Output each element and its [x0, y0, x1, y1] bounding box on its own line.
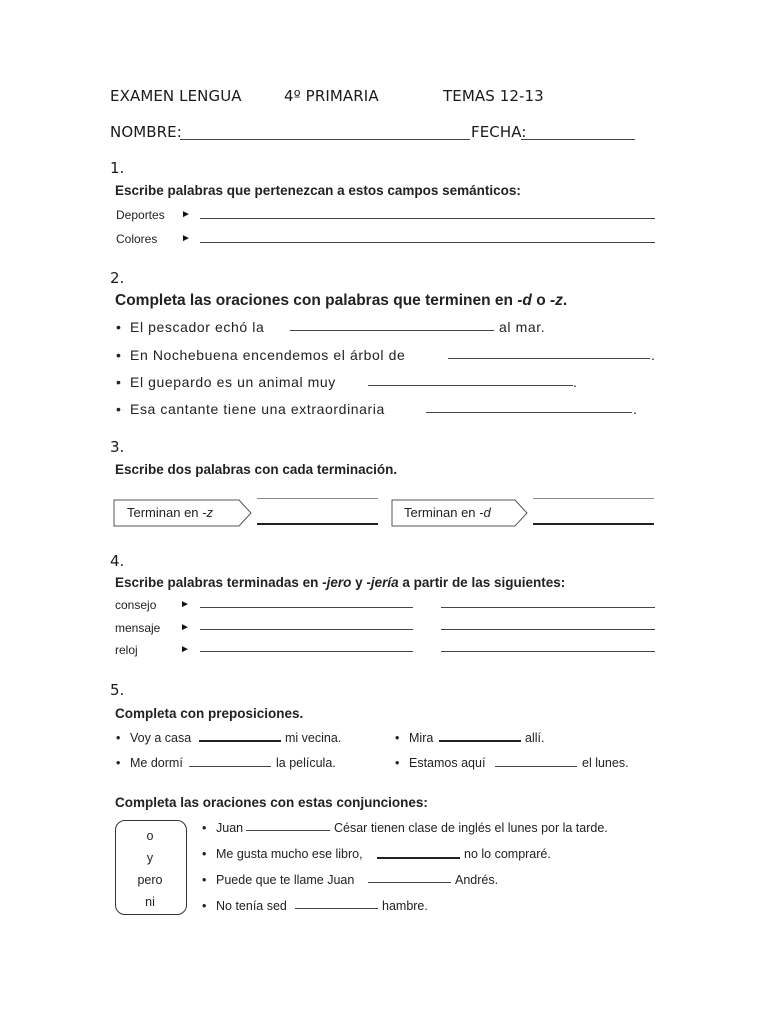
- question-2-number: 2.: [110, 269, 125, 287]
- q5-sentence-end: no lo compraré.: [464, 847, 551, 861]
- conjunction-word: pero: [137, 873, 163, 887]
- q2-sentence-end: .: [573, 374, 578, 390]
- q5-prep-sentence: • Me dormí: [116, 756, 183, 770]
- ending-d-label: Terminan en -d: [404, 505, 491, 520]
- q5-conj-sentence: • Puede que te llame Juan: [202, 873, 355, 887]
- grade-label: 4º PRIMARIA: [284, 87, 379, 105]
- q4-answer-line[interactable]: [200, 629, 413, 630]
- q5-answer-line[interactable]: [439, 740, 521, 742]
- q5-sentence-end: César tienen clase de inglés el lunes por la tarde.: [334, 821, 608, 835]
- q4-item-label: reloj: [115, 643, 138, 657]
- q5-answer-line[interactable]: [246, 830, 330, 831]
- q5-prep-sentence: • Mira: [395, 731, 434, 745]
- name-field-line[interactable]: [180, 139, 470, 140]
- q2-sentence-end: al mar.: [499, 319, 546, 335]
- q2-sentence: • En Nochebuena encendemos el árbol de: [116, 347, 406, 363]
- question-1-instruction: Escribe palabras que pertenezcan a estos campos semánticos:: [115, 183, 521, 198]
- question-1-number: 1.: [110, 159, 125, 177]
- q5-conj-sentence: • Juan: [202, 821, 244, 835]
- bullet: •: [395, 756, 400, 770]
- bullet: •: [202, 873, 207, 887]
- bullet: •: [202, 847, 207, 861]
- q5-sentence-end: la película.: [276, 756, 336, 770]
- q5-prep-sentence: • Voy a casa: [116, 731, 192, 745]
- q5-sentence-end: mi vecina.: [285, 731, 342, 745]
- q2-sentence: • El pescador echó la: [116, 319, 265, 335]
- arrow-right-icon: ►: [180, 622, 190, 633]
- q3-answer-line[interactable]: [257, 498, 378, 499]
- name-label: NOMBRE:: [110, 123, 182, 141]
- q2-answer-line[interactable]: [448, 358, 650, 359]
- bullet: •: [116, 319, 122, 335]
- q4-item-label: consejo: [115, 598, 157, 612]
- arrow-right-icon: ►: [180, 644, 190, 655]
- conjunction-word: o: [146, 829, 154, 843]
- q5-answer-line[interactable]: [189, 766, 271, 767]
- q4-answer-line[interactable]: [200, 651, 413, 652]
- q5-answer-line[interactable]: [495, 766, 577, 767]
- q2-sentence-end: .: [651, 347, 656, 363]
- q5-sentence-end: el lunes.: [582, 756, 629, 770]
- q2-sentence-end: .: [633, 401, 638, 417]
- q4-answer-line[interactable]: [441, 607, 655, 608]
- bullet: •: [395, 731, 400, 745]
- question-4-number: 4.: [110, 552, 125, 570]
- exam-title: EXAMEN LENGUA: [110, 87, 242, 105]
- q5-answer-line[interactable]: [199, 740, 281, 742]
- q5-answer-line[interactable]: [377, 857, 460, 859]
- q2-sentence: • Esa cantante tiene una extraordinaria: [116, 401, 385, 417]
- q2-answer-line[interactable]: [426, 412, 632, 413]
- bullet: •: [202, 899, 207, 913]
- arrow-right-icon: ►: [181, 209, 191, 220]
- bullet: •: [116, 401, 122, 417]
- q1-item-label: Deportes: [116, 208, 165, 222]
- q2-sentence: • El guepardo es un animal muy: [116, 374, 336, 390]
- q3-answer-line[interactable]: [533, 498, 654, 499]
- q5-conj-sentence: • No tenía sed: [202, 899, 287, 913]
- date-label: FECHA:: [471, 123, 527, 141]
- q3-answer-line[interactable]: [533, 523, 654, 525]
- question-5-instruction-prepositions: Completa con preposiciones.: [115, 706, 304, 721]
- q5-answer-line[interactable]: [368, 882, 451, 883]
- conjunction-word: y: [146, 851, 154, 865]
- q4-item-label: mensaje: [115, 621, 161, 635]
- q4-answer-line[interactable]: [200, 607, 413, 608]
- question-3-instruction: Escribe dos palabras con cada terminación.: [115, 462, 398, 477]
- bullet: •: [116, 756, 121, 770]
- bullet: •: [116, 731, 121, 745]
- topics-label: TEMAS 12-13: [443, 87, 544, 105]
- question-4-instruction: Escribe palabras terminadas en -jero y -jería a partir de las siguientes:: [115, 575, 566, 590]
- q1-item-label: Colores: [116, 232, 158, 246]
- q5-answer-line[interactable]: [295, 908, 378, 909]
- q4-answer-line[interactable]: [441, 651, 655, 652]
- date-field-line[interactable]: [521, 139, 635, 140]
- q5-sentence-end: hambre.: [382, 899, 428, 913]
- question-5-instruction-conjunctions: Completa las oraciones con estas conjunciones:: [115, 795, 428, 810]
- arrow-right-icon: ►: [180, 599, 190, 610]
- question-5-number: 5.: [110, 681, 125, 699]
- q1-answer-line[interactable]: [200, 242, 655, 243]
- question-3-number: 3.: [110, 438, 125, 456]
- q2-answer-line[interactable]: [290, 330, 494, 331]
- bullet: •: [202, 821, 207, 835]
- q1-answer-line[interactable]: [200, 218, 655, 219]
- q5-sentence-end: Andrés.: [455, 873, 499, 887]
- ending-z-label: Terminan en -z: [127, 505, 213, 520]
- bullet: •: [116, 374, 122, 390]
- question-2-instruction: Completa las oraciones con palabras que terminen en -d o -z.: [115, 292, 568, 309]
- conjunction-word: ni: [145, 895, 155, 909]
- arrow-right-icon: ►: [181, 233, 191, 244]
- q5-conj-sentence: • Me gusta mucho ese libro,: [202, 847, 363, 861]
- q4-answer-line[interactable]: [441, 629, 655, 630]
- q5-prep-sentence: • Estamos aquí: [395, 756, 486, 770]
- q5-sentence-end: allí.: [525, 731, 545, 745]
- bullet: •: [116, 347, 122, 363]
- q2-answer-line[interactable]: [368, 385, 573, 386]
- q3-answer-line[interactable]: [257, 523, 378, 525]
